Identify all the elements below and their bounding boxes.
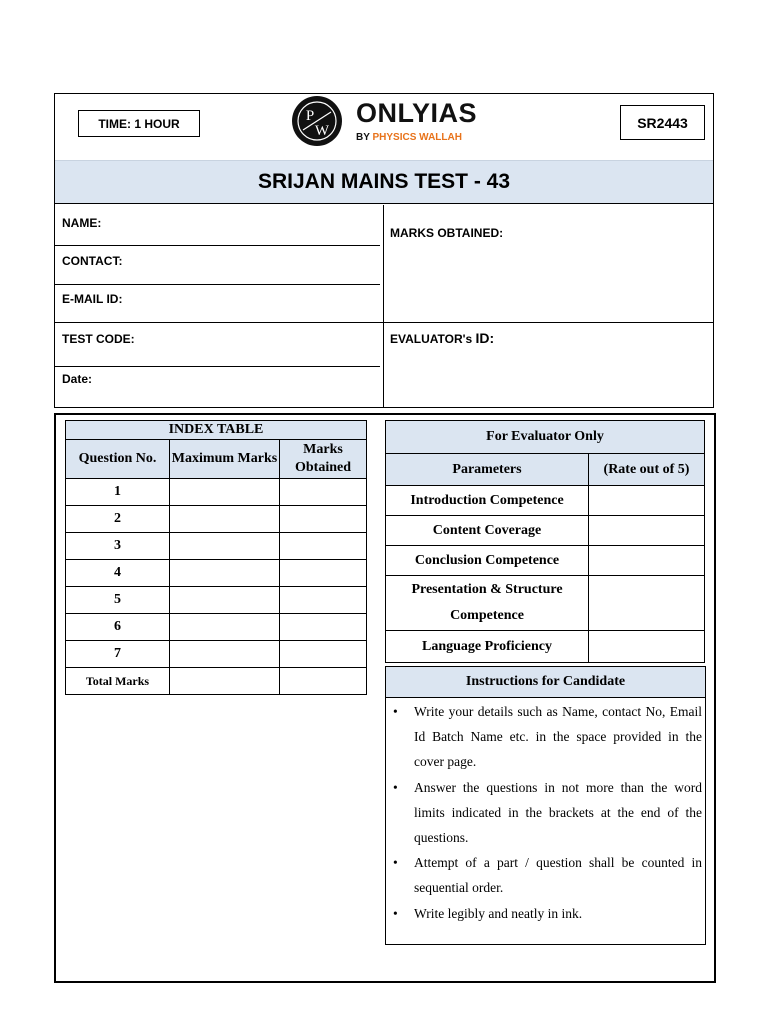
col-rate: (Rate out of 5): [589, 454, 705, 486]
table-row: [66, 587, 367, 614]
instructions-title-text: Instructions for Candidate: [465, 674, 626, 689]
max-marks-cell[interactable]: [170, 533, 280, 560]
rating-cell[interactable]: [589, 546, 705, 576]
col-question-no: Question No.: [66, 440, 170, 479]
rating-cell[interactable]: [589, 576, 705, 631]
max-marks-cell[interactable]: [170, 479, 280, 506]
marks-obtained-cell[interactable]: [280, 560, 367, 587]
evaluator-id-prefix: EVALUATOR's: [390, 332, 476, 346]
instructions-list: [388, 699, 702, 926]
max-marks-cell[interactable]: [170, 560, 280, 587]
list-item: [388, 901, 702, 926]
paper-code-box: [620, 105, 705, 140]
time-label: TIME: 1 HOUR: [98, 116, 180, 131]
list-item: [388, 850, 702, 900]
max-marks-cell[interactable]: [170, 587, 280, 614]
bullet-icon: •: [393, 905, 398, 921]
col-marks-obtained: Marks Obtained: [280, 440, 367, 479]
name-label: NAME:: [62, 216, 102, 230]
parameter-label: Conclusion Competence: [386, 546, 589, 576]
total-row: [66, 668, 367, 695]
total-max-cell[interactable]: [170, 668, 280, 695]
rating-cell[interactable]: [589, 486, 705, 516]
contact-line: [55, 284, 380, 285]
evaluator-id-suffix: ID:: [475, 330, 495, 346]
logo-wordmark: ONLYIAS: [356, 98, 478, 128]
instruction-text: Write legibly and neatly in ink.: [414, 905, 583, 921]
evaluator-table: [385, 420, 705, 663]
svg-text:P: P: [305, 108, 315, 124]
table-row: [386, 516, 705, 546]
question-number: 3: [66, 533, 170, 560]
instructions-title: [385, 666, 706, 698]
pw-logo-icon: [292, 96, 342, 146]
total-obtained-cell[interactable]: [280, 668, 367, 695]
table-row: [66, 614, 367, 641]
table-row: [66, 506, 367, 533]
logo-brand: PHYSICS WALLAH: [372, 132, 462, 143]
rating-cell[interactable]: [589, 631, 705, 663]
col-maximum-marks: Maximum Marks: [170, 440, 280, 479]
list-item: [388, 699, 702, 775]
max-marks-cell[interactable]: [170, 614, 280, 641]
table-row: [66, 479, 367, 506]
parameter-label: Content Coverage: [386, 516, 589, 546]
list-item: [388, 775, 702, 851]
email-label: E-MAIL ID:: [62, 292, 123, 306]
table-row: [386, 546, 705, 576]
marks-obtained-label: MARKS OBTAINED:: [390, 226, 504, 240]
marks-obtained-cell[interactable]: [280, 641, 367, 668]
parameter-label: Presentation & Structure Competence: [386, 576, 589, 631]
instruction-text: Write your details such as Name, contact No, Email Id Batch Name etc. in the space provided in the cover page.: [414, 704, 702, 770]
marks-obtained-cell[interactable]: [280, 587, 367, 614]
table-row: [66, 560, 367, 587]
logo-subtitle: [356, 132, 462, 143]
table-row: [66, 533, 367, 560]
evaluator-id-label: [390, 330, 494, 346]
parameter-label: Language Proficiency: [386, 631, 589, 663]
instruction-text: Answer the questions in not more than the word limits indicated in the brackets at the end of the questions.: [414, 779, 702, 846]
parameter-label: Introduction Competence: [386, 486, 589, 516]
evaluator-table-caption: For Evaluator Only: [386, 421, 705, 454]
marks-obtained-cell[interactable]: [280, 479, 367, 506]
bullet-icon: •: [393, 704, 398, 719]
test-title: SRIJAN MAINS TEST - 43: [257, 170, 511, 193]
table-row: [386, 631, 705, 663]
col-parameters: Parameters: [386, 454, 589, 486]
name-line: [55, 245, 380, 246]
marks-obtained-cell[interactable]: [280, 506, 367, 533]
question-number: 6: [66, 614, 170, 641]
bullet-icon: •: [393, 779, 398, 795]
instruction-text: Attempt of a part / question shall be counted in sequential order.: [414, 855, 702, 896]
total-marks-label: Total Marks: [66, 668, 170, 695]
email-line: [55, 322, 713, 323]
test-code-label: TEST CODE:: [62, 332, 135, 346]
question-number: 4: [66, 560, 170, 587]
question-number: 1: [66, 479, 170, 506]
date-label: Date:: [62, 372, 93, 386]
table-row: [386, 486, 705, 516]
test-title-band: [55, 160, 713, 204]
index-table: [65, 420, 367, 695]
max-marks-cell[interactable]: [170, 641, 280, 668]
paper-code: SR2443: [637, 114, 688, 131]
table-row: [386, 576, 705, 631]
time-box: [78, 110, 200, 137]
contact-label: CONTACT:: [62, 254, 123, 268]
index-table-caption: INDEX TABLE: [66, 421, 367, 440]
question-number: 5: [66, 587, 170, 614]
test-code-line: [55, 366, 380, 367]
logo-by: BY: [356, 132, 370, 143]
max-marks-cell[interactable]: [170, 506, 280, 533]
bullet-icon: •: [393, 855, 398, 871]
rating-cell[interactable]: [589, 516, 705, 546]
question-number: 7: [66, 641, 170, 668]
marks-obtained-cell[interactable]: [280, 614, 367, 641]
question-number: 2: [66, 506, 170, 533]
svg-text:W: W: [314, 123, 330, 139]
table-row: [66, 641, 367, 668]
header-divider: [383, 205, 384, 408]
marks-obtained-cell[interactable]: [280, 533, 367, 560]
